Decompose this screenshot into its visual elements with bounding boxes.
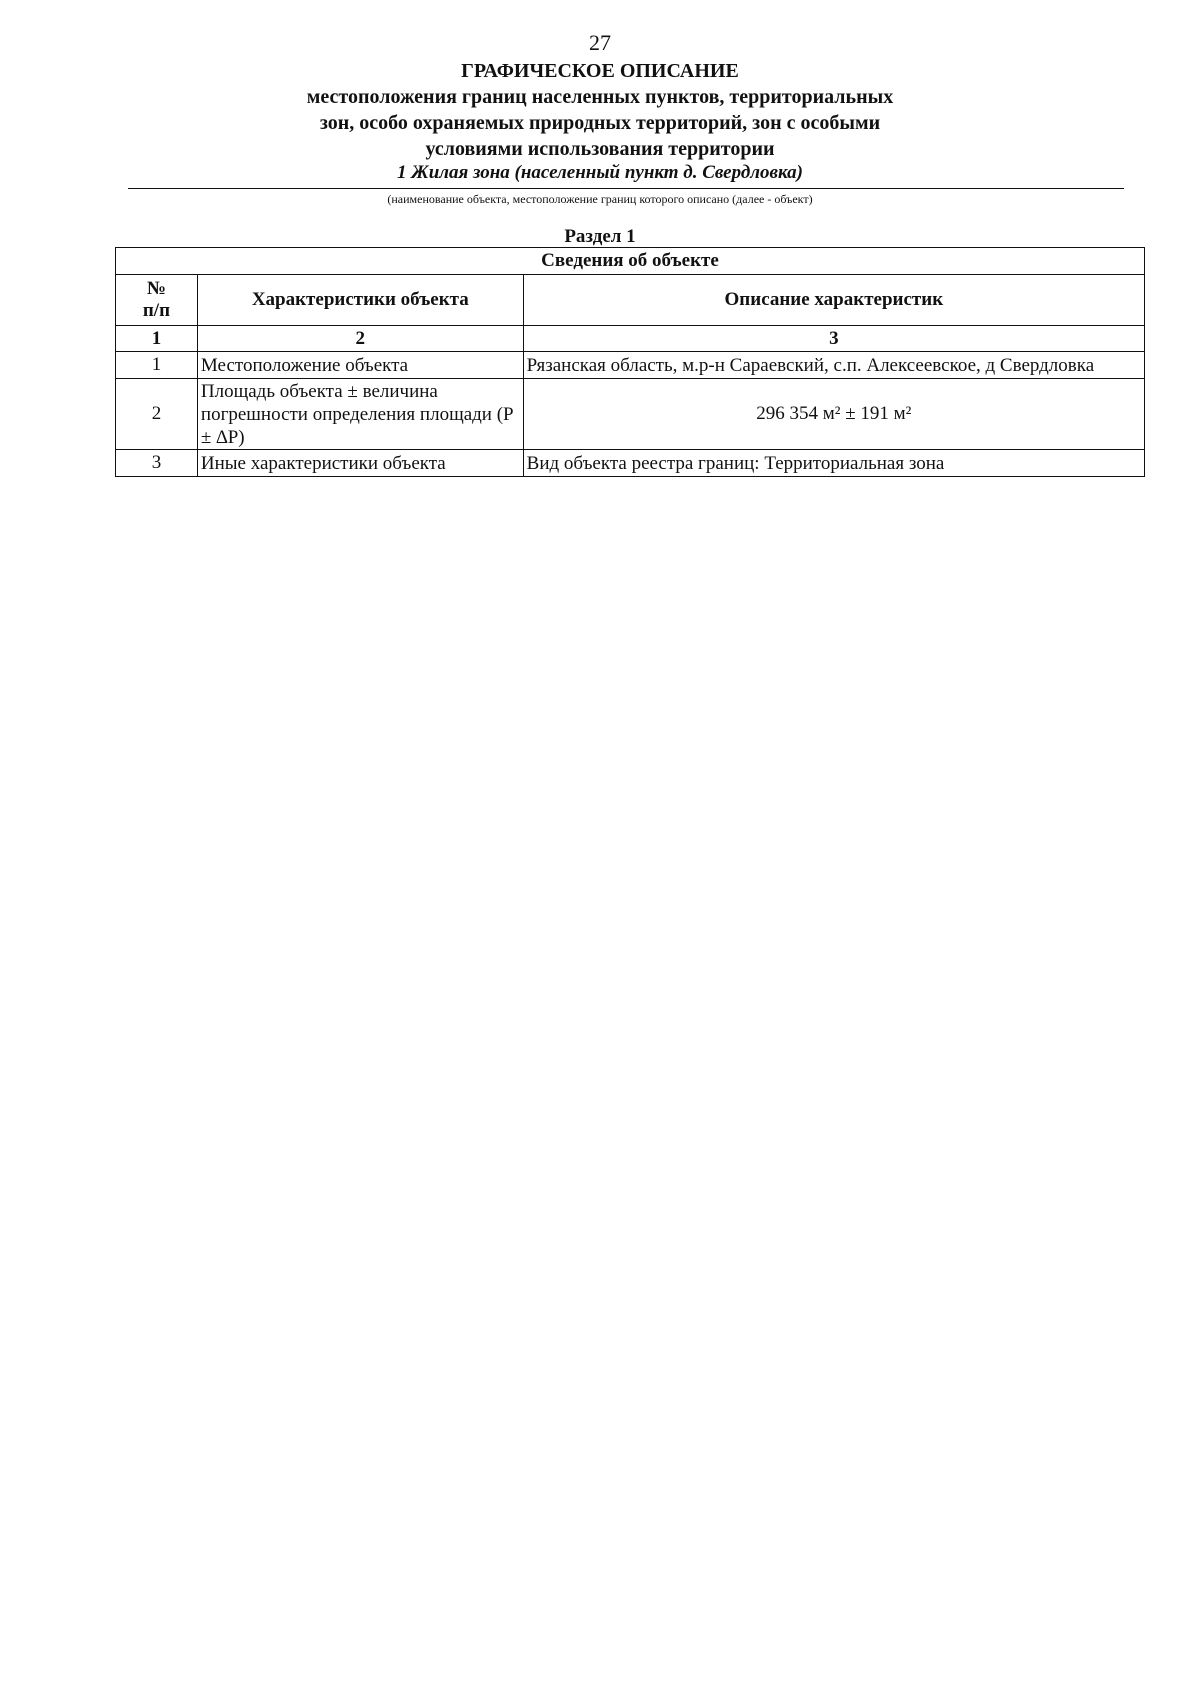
header-num-line-1: № [146,278,166,299]
column-number: 3 [523,326,1144,352]
object-name-underline [128,188,1124,189]
row-characteristic: Иные характеристики объекта [197,450,523,477]
column-number: 1 [116,326,198,352]
header-num-line-2: п/п [142,300,171,321]
row-characteristic: Площадь объекта ± величина погрешности определения площади (Р ± ∆Р) [197,379,523,450]
title-line-3: зон, особо охраняемых природных территорий, зон с особыми [319,112,881,134]
row-description: Вид объекта реестра границ: Территориальная зона [523,450,1144,477]
object-name: 1 Жилая зона (населенный пункт д. Свердловка) [397,162,803,183]
table-row [116,450,1145,477]
header-description: Описание характеристик [523,275,1144,326]
row-description: 296 354 м² ± 191 м² [523,379,1144,450]
title-line-2: местоположения границ населенных пунктов, территориальных [306,86,894,108]
table-header-row [116,275,1145,326]
object-info-table [115,247,1145,477]
column-number-row [116,326,1145,352]
row-num: 3 [116,450,198,477]
row-characteristic: Местоположение объекта [197,352,523,379]
document-title [0,58,1200,162]
title-line-1: ГРАФИЧЕСКОЕ ОПИСАНИЕ [461,60,739,82]
table-row [116,379,1145,450]
row-num: 2 [116,379,198,450]
table-caption: Сведения об объекте [116,248,1145,275]
row-num: 1 [116,352,198,379]
column-number: 2 [197,326,523,352]
section-title: Раздел 1 [564,226,636,247]
table-row [116,352,1145,379]
page-number: 27 [589,30,611,55]
header-characteristics: Характеристики объекта [197,275,523,326]
header-num [116,275,198,326]
table-caption-row [116,248,1145,275]
row-description: Рязанская область, м.р-н Сараевский, с.п. Алексеевское, д Свердловка [523,352,1144,379]
object-caption: (наименование объекта, местоположение границ которого описано (далее - объект) [387,192,813,206]
title-line-4: условиями использования территории [425,138,775,160]
